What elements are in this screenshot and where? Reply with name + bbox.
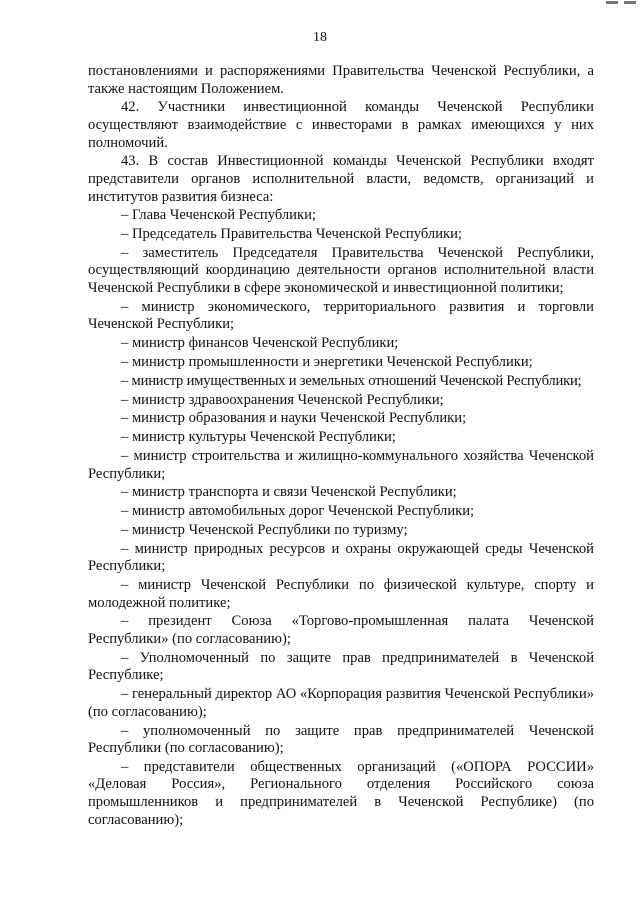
list-item: – министр образования и науки Чеченской Республики;: [121, 410, 467, 427]
list-item: – министр здравоохранения Чеченской Республики;: [121, 391, 444, 408]
paragraph: 42. Участники инвестиционной команды Чеченской Республики осуществляют взаимодействие с инвесторами в рамках имеющихся у них полномочий.: [88, 99, 594, 151]
list-item: – министр Чеченской Республики по физической культуре, спорту и молодежной политике;: [88, 577, 594, 611]
list-item: – министр Чеченской Республики по туризму;: [121, 521, 408, 538]
list-item: – министр финансов Чеченской Республики;: [121, 335, 399, 352]
list-item: – министр строительства и жилищно-коммунального хозяйства Чеченской Республики;: [88, 447, 594, 482]
list-item: – уполномоченный по защите прав предпринимателей Чеченской Республики (по согласованию);: [88, 722, 594, 757]
list-item: – министр экономического, территориального развития и торговли Чеченской Республики;: [88, 298, 594, 333]
scan-corner-mark: [600, 0, 640, 6]
list-item: – генеральный директор АО «Корпорация развития Чеченской Республики» (по согласованию);: [88, 686, 594, 720]
list-item: – министр транспорта и связи Чеченской Республики;: [121, 484, 457, 501]
list-item: – Председатель Правительства Чеченской Республики;: [121, 226, 462, 243]
list-item: – представители общественных организаций («ОПОРА РОССИИ» «Деловая Россия», Регионального отделения Российского союза промышленников и предпринимателей в Чеченской Республике) (по согласованию);: [88, 758, 594, 828]
list-item: – министр автомобильных дорог Чеченской Республики;: [121, 503, 475, 520]
list-item: – министр культуры Чеченской Республики;: [121, 429, 396, 446]
list-item: – министр промышленности и энергетики Чеченской Республики;: [121, 354, 533, 370]
paragraph: 43. В состав Инвестиционной команды Чеченской Республики входят представители органов исполнительной власти, ведомств, организаций и институтов развития бизнеса:: [88, 153, 594, 205]
list-item: – президент Союза «Торгово-промышленная палата Чеченской Республики» (по согласованию);: [88, 613, 594, 647]
document-body: [88, 63, 594, 829]
list-item: – министр природных ресурсов и охраны окружающей среды Чеченской Республики;: [88, 540, 594, 575]
list-item: – заместитель Председателя Правительства Чеченской Республики, осуществляющий координацию деятельности органов исполнительной власти Чеченской Республики в сфере экономической и инвестиционной политики;: [88, 244, 594, 297]
list-item: – Уполномоченный по защите прав предпринимателей в Чеченской Республике;: [88, 649, 594, 684]
list-item: – министр имущественных и земельных отношений Чеченской Республики;: [121, 372, 582, 389]
page-number: 18: [313, 30, 327, 45]
paragraph: постановлениями и распоряжениями Правительства Чеченской Республики, а также настоящим Положением.: [88, 63, 594, 97]
list-item: – Глава Чеченской Республики;: [121, 207, 316, 224]
